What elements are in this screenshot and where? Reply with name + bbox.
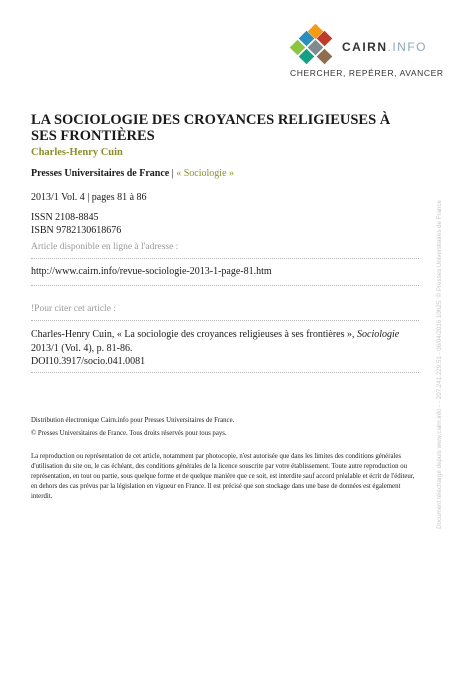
citation-after: 2013/1 (Vol. 4), p. 81-86. <box>31 342 133 354</box>
divider <box>31 258 419 259</box>
cite-label: !Pour citer cet article : <box>31 304 116 314</box>
legal-notice: La reproduction ou représentation de cet article, notamment par photocopie, n'est autorisée que dans les limites des conditions générales d'utilisation du site ou, le cas échéant, des conditions générales de la licence souscrite par votre établissement. Toute autre reproduction ou représentation, en tout ou partie, sous quelque forme et de quelque manière que ce soit, est interdite sauf accord préalable et écrit de l'éditeur, en dehors des cas prévus par la législation en vigueur en France. Il est précisé que son stockage dans une base de données est également interdit. <box>31 453 415 500</box>
cairn-logo-icon <box>290 26 338 66</box>
publisher-separator: | <box>169 168 177 179</box>
article-author[interactable]: Charles-Henry Cuin <box>31 147 123 158</box>
citation-journal: Sociologie <box>357 329 400 340</box>
distribution-note: Distribution électronique Cairn.info pour Presses Universitaires de France. <box>31 417 235 424</box>
logo-wordmark: CAIRN.INFO <box>342 40 428 54</box>
collection-link[interactable]: « Sociologie » <box>176 168 235 179</box>
issn: ISSN 2108-8845 <box>31 212 99 223</box>
issue-info: 2013/1 Vol. 4 | pages 81 à 86 <box>31 192 147 203</box>
citation-doi[interactable]: DOI10.3917/socio.041.0081 <box>31 356 146 367</box>
article-url[interactable]: http://www.cairn.info/revue-sociologie-2013-1-page-81.htm <box>31 266 272 277</box>
copyright-note: © Presses Universitaires de France. Tous droits réservés pour tous pays. <box>31 430 227 437</box>
divider <box>31 372 419 373</box>
isbn: ISBN 9782130618676 <box>31 225 122 236</box>
article-title: LA SOCIOLOGIE DES CROYANCES RELIGIEUSES À SES FRONTIÈRES <box>31 112 391 144</box>
publisher-line <box>31 168 234 179</box>
download-watermark: Document téléchargé depuis www.cairn.info - - 207.241.229.51 - 06/04/2016 10h25. © Presses Universitaires de France <box>436 200 443 529</box>
divider <box>31 285 419 286</box>
logo-tagline: CHERCHER, REPÉRER, AVANCER <box>290 68 444 78</box>
publisher-name[interactable]: Presses Universitaires de France <box>31 168 170 179</box>
cairn-logo[interactable] <box>290 26 444 82</box>
online-label: Article disponible en ligne à l'adresse : <box>31 242 179 252</box>
citation-text <box>31 328 419 369</box>
divider <box>31 320 419 321</box>
citation-before: Charles-Henry Cuin, « La sociologie des croyances religieuses à ses frontières », <box>31 329 358 340</box>
